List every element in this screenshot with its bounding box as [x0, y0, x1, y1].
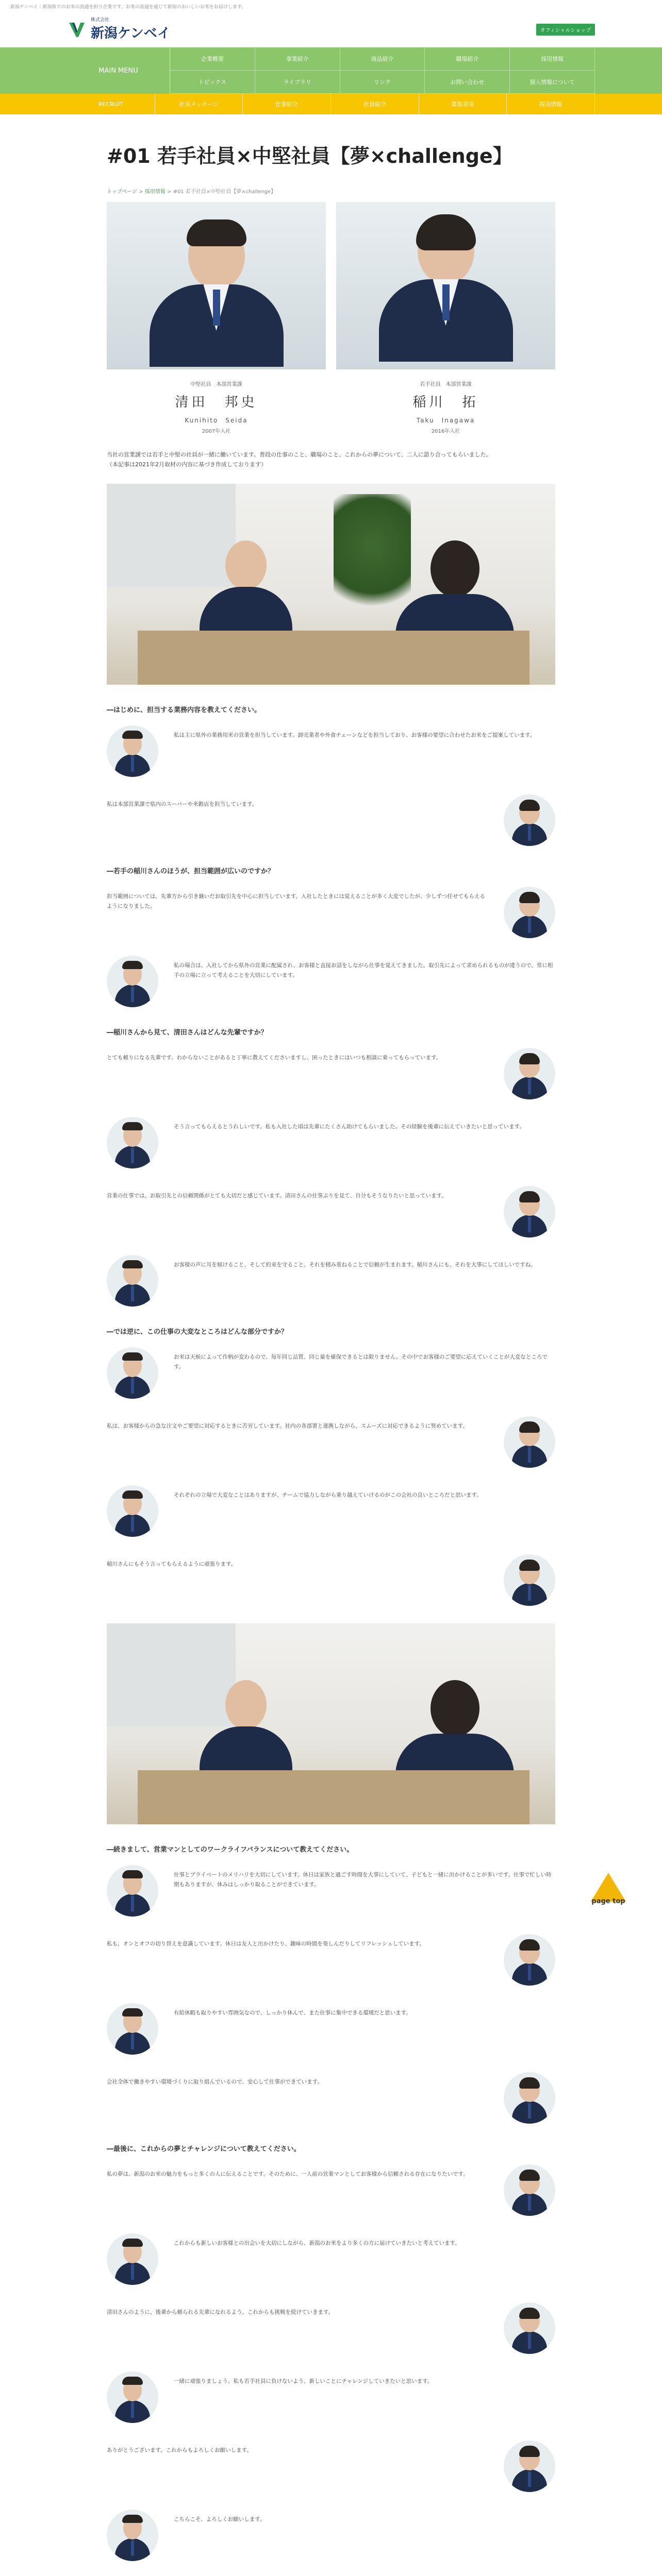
dialogue-row — [107, 1347, 555, 1399]
logo-mark-icon — [67, 20, 87, 39]
dialogue-text: 私も、オンとオフの切り替えを意識しています。休日は友人と出かけたり、趣味の時間を楽しんだりしてリフレッシュしています。 — [107, 1941, 425, 1947]
dialogue-row — [107, 2441, 555, 2492]
intro-note: （本記事は2021年2月取材の内容に基づき作成しております） — [107, 461, 267, 468]
person-romaji: Kunihito Seida — [185, 417, 248, 424]
subnav-item[interactable]: 採用情報 — [507, 94, 595, 114]
subnav-item[interactable]: 社長メッセージ — [155, 94, 243, 114]
interview-question: ―稲川さんから見て、清田さんはどんな先輩ですか？ — [107, 1029, 268, 1037]
interview-question: ―では逆に、この仕事の大変なところはどんな部分ですか？ — [107, 1328, 288, 1336]
dialogue-text: 仕事とプライベートのメリハリを大切にしています。休日は家族と過ごす時間を大事にしていて、子どもと一緒に出かけることが多いです。仕事で忙しい時期もありますが、休みはしっかり取ることができています。 — [174, 1872, 552, 1888]
avatar-taku — [504, 1416, 555, 1468]
nav-item[interactable]: 職場紹介 — [425, 47, 510, 71]
nav-item[interactable]: 個人情報について — [510, 71, 595, 94]
dialogue-text: そう言ってもらえるとうれしいです。私も入社した頃は先輩にたくさん助けてもらいました。その経験を後輩に伝えていきたいと思っています。 — [174, 1124, 525, 1130]
nav-item[interactable]: 事業紹介 — [255, 47, 340, 71]
avatar-taku — [504, 2302, 555, 2354]
main-menu-label: MAIN MENU — [67, 47, 170, 94]
dialogue-row — [107, 794, 555, 846]
nav-item[interactable]: ライブラリ — [255, 71, 340, 94]
dialogue-text: 清田さんのように、後輩から頼られる先輩になれるよう、これからも挑戦を続けていきます。 — [107, 2309, 334, 2315]
interview-question: ―最後に、これからの夢とチャレンジについて教えてください。 — [107, 2145, 301, 2153]
avatar-taku — [504, 1048, 555, 1099]
nav-item[interactable]: リンク — [340, 71, 425, 94]
dialogue-row — [107, 2302, 555, 2354]
dialogue-text: これからも新しいお客様との出会いを大切にしながら、新潟のお米をより多くの方に届けていきたいと考えています。 — [174, 2240, 460, 2246]
interview-question: ―若手の稲川さんのほうが、担当範囲が広いのですか？ — [107, 868, 275, 875]
interview-photo — [107, 1623, 555, 1824]
dialogue-text: 会社全体で働きやすい環境づくりに取り組んでいるので、安心して仕事ができています。 — [107, 2079, 323, 2085]
subnav-item[interactable]: 社員紹介 — [331, 94, 419, 114]
dialogue-row — [107, 725, 555, 777]
avatar-seida — [107, 1485, 158, 1537]
page-top-button[interactable] — [577, 1873, 639, 1929]
avatar-taku — [504, 2441, 555, 2492]
person-romaji: Taku Inagawa — [416, 417, 475, 424]
dialogue-text: それぞれの立場で大変なことはありますが、チームで協力しながら乗り越えていけるのがこの会社の良いところだと思います。 — [174, 1492, 482, 1498]
article — [107, 114, 555, 2561]
dialogue-row — [107, 1048, 555, 1099]
dialogue-text: ありがとうございます。これからもよろしくお願いします。 — [107, 2447, 252, 2453]
dialogue-row — [107, 1934, 555, 1986]
person-name: 清田 邦史 — [175, 395, 258, 410]
avatar-taku — [504, 2164, 555, 2216]
interview-question: ―続きまして、営業マンとしてのワークライフバランスについて教えてください。 — [107, 1846, 354, 1854]
nav-item[interactable]: 採用情報 — [510, 47, 595, 71]
dialogue-text: 稲川さんにもそう言ってもらえるように頑張ります。 — [107, 1561, 237, 1567]
avatar-seida — [107, 1347, 158, 1399]
dialogue-row — [107, 1255, 555, 1307]
avatar-taku — [504, 1934, 555, 1986]
dialogue-row — [107, 1186, 555, 1238]
breadcrumb-recruit[interactable]: 採用情報 — [144, 189, 166, 195]
avatar-taku — [504, 1554, 555, 1606]
dialogue-text: お客様の声に耳を傾けること、そして約束を守ること。それを積み重ねることで信頼が生まれます。稲川さんにも、それを大事にしてほしいですね。 — [174, 1262, 536, 1268]
subnav-item[interactable]: RECRUIT — [67, 94, 155, 114]
dialogue-row — [107, 956, 555, 1007]
dialogue-row — [107, 1865, 555, 1917]
dialogue-text: 営業の仕事では、お取引先との信頼関係がとても大切だと感じています。清田さんの仕事ぶりを見て、自分もそうなりたいと思っています。 — [107, 1193, 447, 1199]
top-tagline: 新潟ケンベイ｜新潟県でのお米の流通を担う企業です。お米の流通を通じて新潟のおいしいお米をお届けします。 — [10, 5, 246, 10]
avatar-seida — [107, 2371, 158, 2423]
dialogue-text: 私の場合は、入社してから県外の営業に配属され、お客様と直接お話をしながら仕事を覚えてきました。取引先によって求められるものが違うので、常に相手の立場に立って考えることを大切にしています。 — [174, 962, 553, 978]
person-dept: 中堅社員 本部営業課 — [190, 382, 242, 387]
dialogue-text: 私は主に県外の業務用米の営業を担当しています。卸売業者や外食チェーンなどを担当しており、お客様の要望に合わせたお米をご提案しています。 — [174, 732, 536, 738]
company-prefix: 株式会社 — [91, 17, 110, 23]
dialogue-text: とても頼りになる先輩です。わからないことがあると丁寧に教えてくださいますし、困ったときにはいつも相談に乗ってもらっています。 — [107, 1055, 442, 1061]
portrait-photo — [107, 202, 326, 369]
avatar-seida — [107, 956, 158, 1007]
dialogue-row — [107, 2003, 555, 2055]
avatar-seida — [107, 1865, 158, 1917]
dialogue-row — [107, 1117, 555, 1168]
page-title: #01 若手社員×中堅社員【夢×challenge】 — [107, 145, 512, 167]
avatar-seida — [107, 2003, 158, 2055]
portraits — [107, 202, 555, 434]
avatar-taku — [504, 2072, 555, 2124]
logo-text: 新潟ケンベイ — [91, 25, 171, 41]
breadcrumb-separator: > — [165, 189, 173, 195]
breadcrumb — [107, 187, 555, 195]
dialogue-row — [107, 2233, 555, 2285]
person-joined: 2016年入社 — [431, 429, 460, 434]
dialogue-row — [107, 2164, 555, 2216]
dialogue-text: こちらこそ、よろしくお願いします。 — [174, 2516, 266, 2522]
dialogue-text: お米は天候によって作柄が変わるので、毎年同じ品質、同じ量を確保できるとは限りません。その中でお客様のご要望に応えていくことが大変なところです。 — [174, 1354, 548, 1370]
page-top-label: page top — [591, 1897, 625, 1905]
portrait-seida — [107, 202, 326, 434]
dialogue-text: 私は本部営業課で県内のスーパーや米穀店を担当しています。 — [107, 801, 258, 807]
breadcrumb-home[interactable]: トップページ — [107, 189, 138, 195]
main-nav-grid — [170, 47, 595, 94]
avatar-seida — [107, 1117, 158, 1168]
main-nav — [0, 47, 662, 94]
nav-item[interactable]: 企業概要 — [170, 47, 255, 71]
dialogue-row — [107, 1485, 555, 1537]
nav-item[interactable]: トピックス — [170, 71, 255, 94]
avatar-seida — [107, 2510, 158, 2561]
interview-photo — [107, 484, 555, 685]
person-joined: 2007年入社 — [202, 429, 231, 434]
avatar-seida — [107, 1255, 158, 1307]
dialogue-row — [107, 2371, 555, 2423]
dialogue-row — [107, 2510, 555, 2561]
dialogue-text: 担当範囲については、先輩方から引き継いだお取引先を中心に担当しています。入社したときには覚えることが多く大変でしたが、少しずつ任せてもらえるようになりました。 — [107, 893, 485, 909]
avatar-seida — [107, 2233, 158, 2285]
avatar-seida — [107, 725, 158, 777]
dialogue-row — [107, 887, 555, 938]
nav-item[interactable]: 商品紹介 — [340, 47, 425, 71]
nav-item[interactable]: お問い合わせ — [425, 71, 510, 94]
avatar-taku — [504, 794, 555, 846]
intro-text: 当社の営業課では若手と中堅の社員が一緒に働いています。普段の仕事のこと、職場のこと、これからの夢について、二人に語り合ってもらいました。 — [107, 451, 492, 458]
dialogue-row — [107, 2072, 555, 2124]
person-name: 稲川 拓 — [412, 395, 479, 410]
dialogue-row — [107, 1416, 555, 1468]
person-dept: 若手社員 本部営業課 — [420, 382, 472, 387]
subnav-item[interactable]: 募集要項 — [419, 94, 507, 114]
site-logo[interactable] — [67, 18, 171, 42]
official-shop-link[interactable]: オフィシャルショップ — [536, 24, 595, 36]
interview-qa — [107, 704, 555, 2561]
breadcrumb-current: #01 若手社員×中堅社員【夢×challenge】 — [173, 189, 276, 195]
dialogue-text: 私の夢は、新潟のお米の魅力をもっと多くの人に伝えることです。そのために、一人前の営業マンとしてお客様から信頼される存在になりたいです。 — [107, 2171, 469, 2177]
dialogue-text: 一緒に頑張りましょう。私も若手社員に負けないよう、新しいことにチャレンジしていきたいと思います。 — [174, 2378, 433, 2384]
interview-question: ―はじめに、担当する業務内容を教えてください。 — [107, 706, 261, 714]
subnav-item[interactable]: 仕事紹介 — [243, 94, 331, 114]
avatar-taku — [504, 1186, 555, 1238]
portrait-taku — [336, 202, 555, 434]
dialogue-text: 私は、お客様からの急な注文やご要望に対応するときに苦労しています。社内の各部署と連携しながら、スムーズに対応できるように努めています。 — [107, 1423, 468, 1429]
dialogue-text: 有給休暇も取りやすい雰囲気なので、しっかり休んで、また仕事に集中できる環境だと思います。 — [174, 2010, 411, 2016]
dialogue-row — [107, 1554, 555, 1606]
portrait-photo — [336, 202, 555, 369]
avatar-taku — [504, 887, 555, 938]
recruit-subnav — [0, 94, 662, 114]
breadcrumb-separator: > — [137, 189, 145, 195]
site-header — [0, 11, 662, 47]
